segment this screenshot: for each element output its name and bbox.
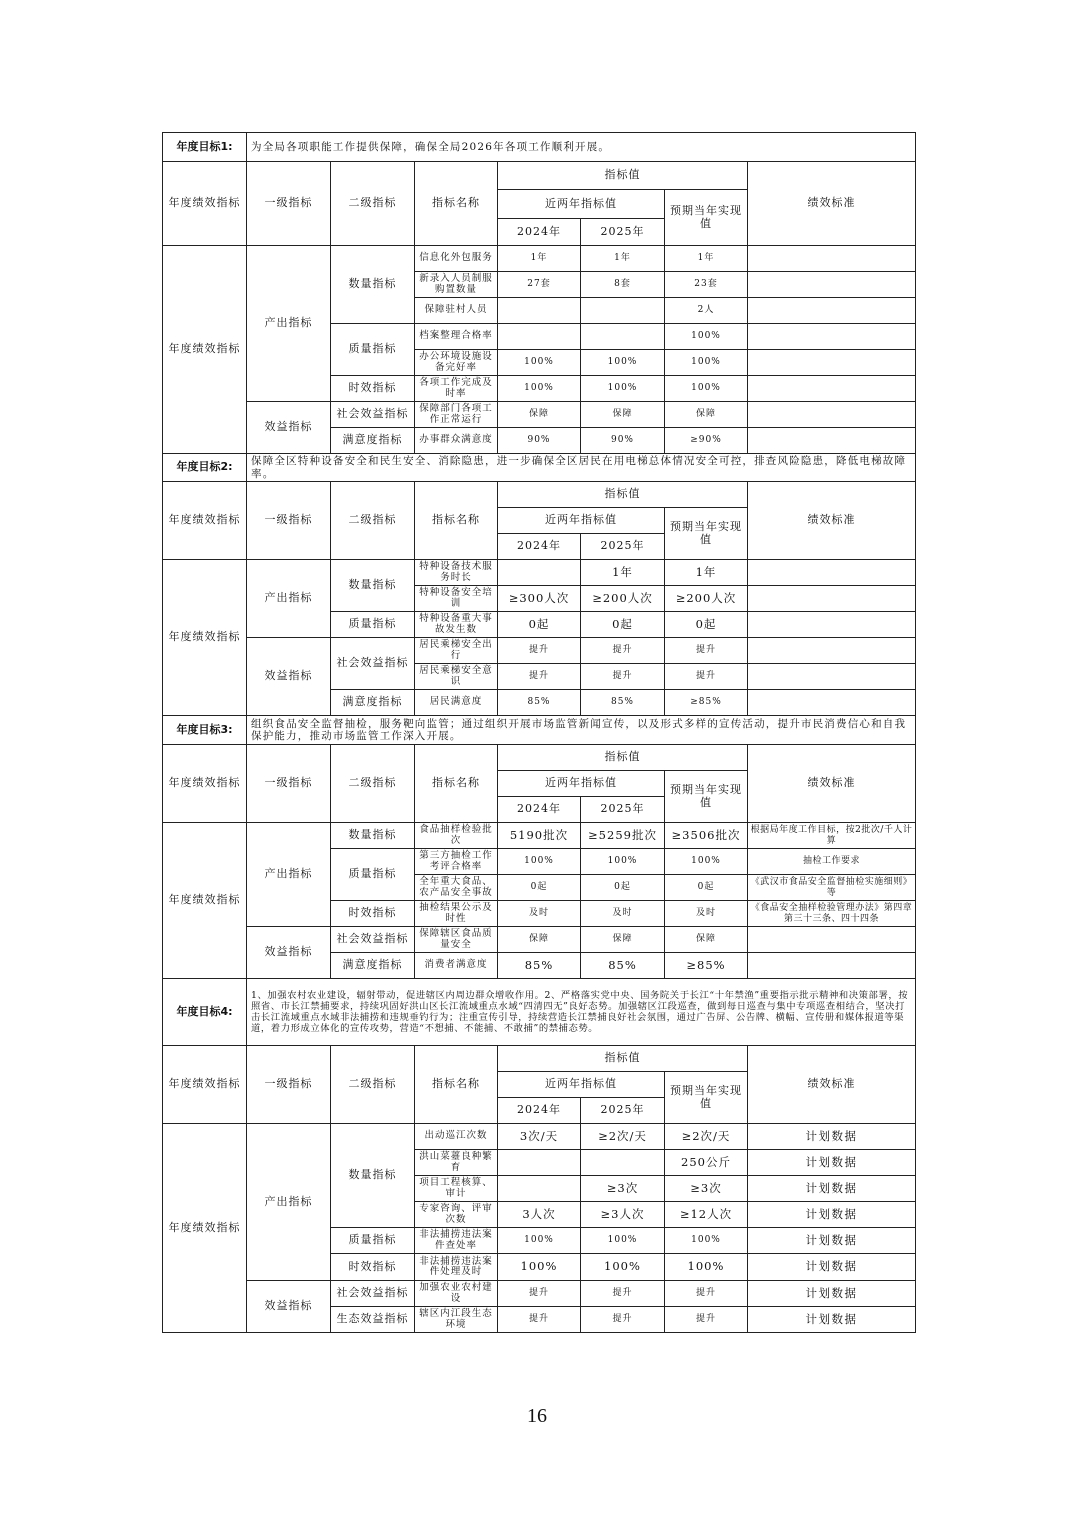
indicator-name: 洪山菜薹良种繁育 [415, 1150, 498, 1176]
header-level1: 一级指标 [247, 1046, 331, 1124]
value-expected: ≥3506批次 [665, 823, 748, 849]
perf-standard: 计划数据 [748, 1150, 916, 1176]
value-expected: 100% [665, 849, 748, 875]
header-level1: 一级指标 [247, 482, 331, 560]
level2-social: 社会效益指标 [331, 1281, 415, 1307]
perf-standard [748, 298, 916, 324]
annual-perf-label: 年度绩效指标 [163, 560, 247, 716]
level2-social: 社会效益指标 [331, 927, 415, 953]
goal-text: 1、加强农村农业建设，辐射带动，促进辖区内周边群众增收作用。2、严格落实党中央、国务院关于长江“十年禁渔”重要指示批示精神和决策部署，按照省、市长江禁捕要求，持续巩固好洪山区长江流域重点水域“四清四无”良好态势。加强辖区江段巡查，做到每日巡查与集中专项巡查相结合，坚决打击长江流域重点水域非法捕捞和违规垂钓行为；注重宣传引导，持续营造长江禁捕良好社会氛围，通过广告屏、公告牌、横幅、宣传册和媒体报道等渠道，着力形成立体化的宣传攻势，营造“不想捕、不能捕、不敢捕”的禁捕态势。 [247, 979, 916, 1046]
header-2024: 2024年 [498, 534, 581, 560]
perf-standard: 抽检工作要求 [748, 849, 916, 875]
value-2024 [498, 298, 581, 324]
perf-standard: 根据局年度工作目标，按2批次/千人计算 [748, 823, 916, 849]
value-expected: ≥2次/天 [665, 1124, 748, 1150]
table-row [163, 1281, 916, 1307]
value-expected: 23套 [665, 272, 748, 298]
value-2025: 及时 [581, 901, 665, 927]
value-2025: 90% [581, 428, 665, 454]
level2-social: 社会效益指标 [331, 402, 415, 428]
level1-output: 产出指标 [247, 823, 331, 927]
header-past-two-years: 近两年指标值 [498, 508, 665, 534]
goal-label: 年度目标4: [163, 979, 247, 1046]
level2-quality: 质量指标 [331, 324, 415, 376]
header-level2: 二级指标 [331, 1046, 415, 1124]
goal-label: 年度目标3: [163, 716, 247, 745]
annual-perf-label: 年度绩效指标 [163, 823, 247, 979]
goal-text: 组织食品安全监督抽检，服务靶向监管；通过组织开展市场监管新闻宣传，以及形式多样的宣传活动，提升市民消费信心和自我保护能力，推动市场监管工作深入开展。 [247, 716, 916, 745]
value-2024 [498, 1150, 581, 1176]
header-2024: 2024年 [498, 219, 581, 246]
level1-output: 产出指标 [247, 1124, 331, 1281]
value-2025: ≥200人次 [581, 586, 665, 612]
value-2024: 27套 [498, 272, 581, 298]
level2-quantity: 数量指标 [331, 560, 415, 612]
perf-standard: 计划数据 [748, 1254, 916, 1281]
level2-satisfaction: 满意度指标 [331, 953, 415, 979]
indicator-name: 居民满意度 [415, 690, 498, 716]
indicator-name: 食品抽样检验批次 [415, 823, 498, 849]
level2-quantity: 数量指标 [331, 246, 415, 324]
perf-standard [748, 324, 916, 350]
header-level1: 一级指标 [247, 745, 331, 823]
level1-benefit: 效益指标 [247, 1281, 331, 1333]
value-2024: 提升 [498, 638, 581, 664]
value-2024: 及时 [498, 901, 581, 927]
header-standard: 绩效标准 [748, 1046, 916, 1124]
value-expected: 1年 [665, 560, 748, 586]
header-expected: 预期当年实现值 [665, 190, 748, 246]
header-2025: 2025年 [581, 1098, 665, 1124]
header-2025: 2025年 [581, 219, 665, 246]
annual-perf-label: 年度绩效指标 [163, 1124, 247, 1333]
value-expected: 提升 [665, 664, 748, 690]
indicator-name: 保障驻村人员 [415, 298, 498, 324]
perf-standard: 计划数据 [748, 1281, 916, 1307]
perf-standard [748, 586, 916, 612]
value-2024: 0起 [498, 612, 581, 638]
table-row [163, 560, 916, 586]
value-expected: ≥3次 [665, 1176, 748, 1202]
value-2024: 提升 [498, 1281, 581, 1307]
annual-perf-label: 年度绩效指标 [163, 482, 247, 560]
value-2025: 1年 [581, 560, 665, 586]
performance-indicator-table [162, 132, 916, 1333]
page-number: 16 [527, 1405, 547, 1427]
indicator-name: 辖区内江段生态环境 [415, 1307, 498, 1333]
table-row [163, 246, 916, 272]
value-2025: ≥3次 [581, 1176, 665, 1202]
value-2024: 85% [498, 953, 581, 979]
perf-standard: 计划数据 [748, 1228, 916, 1254]
header-past-two-years: 近两年指标值 [498, 771, 665, 797]
goal-row [163, 716, 916, 745]
level1-benefit: 效益指标 [247, 638, 331, 716]
header-name: 指标名称 [415, 162, 498, 246]
perf-standard [748, 690, 916, 716]
perf-standard [748, 612, 916, 638]
indicator-name: 项目工程核算、审计 [415, 1176, 498, 1202]
perf-standard [748, 428, 916, 454]
perf-standard: 《武汉市食品安全监督抽检实施细则》等 [748, 875, 916, 901]
value-expected: 100% [665, 1228, 748, 1254]
header-past-two-years: 近两年指标值 [498, 1072, 665, 1098]
value-2024: 100% [498, 376, 581, 402]
header-past-two-years: 近两年指标值 [498, 190, 665, 219]
header-indicator-value: 指标值 [498, 1046, 748, 1072]
perf-standard [748, 638, 916, 664]
level1-benefit: 效益指标 [247, 402, 331, 454]
level1-output: 产出指标 [247, 246, 331, 402]
perf-standard [748, 953, 916, 979]
value-2024: 保障 [498, 402, 581, 428]
value-2024: 3人次 [498, 1202, 581, 1228]
value-expected: ≥85% [665, 690, 748, 716]
value-2024: ≥300人次 [498, 586, 581, 612]
goal-label: 年度目标2: [163, 454, 247, 482]
perf-standard: 《食品安全抽样检验管理办法》第四章第三十三条、四十四条 [748, 901, 916, 927]
value-2024: 90% [498, 428, 581, 454]
value-2024 [498, 324, 581, 350]
table-row [163, 402, 916, 428]
value-2025: ≥2次/天 [581, 1124, 665, 1150]
indicator-name: 特种设备技术服务时长 [415, 560, 498, 586]
value-2025: 提升 [581, 664, 665, 690]
header-level1: 一级指标 [247, 162, 331, 246]
indicator-name: 加强农业农村建设 [415, 1281, 498, 1307]
value-expected: 0起 [665, 875, 748, 901]
indicator-name: 全年重大食品、农产品安全事故 [415, 875, 498, 901]
value-2025: 保障 [581, 927, 665, 953]
header-indicator-value: 指标值 [498, 482, 748, 508]
value-2024: 100% [498, 849, 581, 875]
value-2025: 0起 [581, 612, 665, 638]
value-expected: 100% [665, 376, 748, 402]
header-2024: 2024年 [498, 797, 581, 823]
table-row [163, 927, 916, 953]
goal-row [163, 133, 916, 162]
indicator-name: 办公环境设施设备完好率 [415, 350, 498, 376]
goal-text: 保障全区特种设备安全和民生安全、消除隐患，进一步确保全区居民在用电梯总体情况安全可控，排查风险隐患，降低电梯故障率。 [247, 454, 916, 482]
value-2025: 8套 [581, 272, 665, 298]
level2-quality: 质量指标 [331, 1228, 415, 1254]
level2-quality: 质量指标 [331, 849, 415, 901]
value-2025 [581, 324, 665, 350]
value-expected: 100% [665, 324, 748, 350]
value-expected: ≥90% [665, 428, 748, 454]
value-2025: 100% [581, 1254, 665, 1281]
value-expected: 提升 [665, 1307, 748, 1333]
indicator-name: 出动巡江次数 [415, 1124, 498, 1150]
table-row [163, 823, 916, 849]
indicator-name: 非法捕捞违法案件查处率 [415, 1228, 498, 1254]
indicator-name: 办事群众满意度 [415, 428, 498, 454]
value-expected: ≥12人次 [665, 1202, 748, 1228]
value-2024: 100% [498, 350, 581, 376]
value-expected: 100% [665, 350, 748, 376]
header-standard: 绩效标准 [748, 745, 916, 823]
indicator-name: 消费者满意度 [415, 953, 498, 979]
perf-standard [748, 246, 916, 272]
value-expected: 250公斤 [665, 1150, 748, 1176]
indicator-name: 新录入人员制服购置数量 [415, 272, 498, 298]
header-indicator-value: 指标值 [498, 745, 748, 771]
goal-row [163, 979, 916, 1046]
value-2025: 100% [581, 376, 665, 402]
value-2024: 保障 [498, 927, 581, 953]
value-2025: ≥3人次 [581, 1202, 665, 1228]
indicator-name: 各项工作完成及时率 [415, 376, 498, 402]
indicator-name: 特种设备安全培训 [415, 586, 498, 612]
indicator-name: 非法捕捞违法案件处理及时 [415, 1254, 498, 1281]
indicator-name: 专家咨询、评审次数 [415, 1202, 498, 1228]
goal-label: 年度目标1: [163, 133, 247, 162]
value-expected: 保障 [665, 927, 748, 953]
value-2025: 100% [581, 1228, 665, 1254]
header-indicator-value: 指标值 [498, 162, 748, 190]
level2-satisfaction: 满意度指标 [331, 428, 415, 454]
header-level2: 二级指标 [331, 482, 415, 560]
table-row [163, 1124, 916, 1150]
value-2025: 100% [581, 350, 665, 376]
value-2024: 提升 [498, 664, 581, 690]
value-2024: 提升 [498, 1307, 581, 1333]
indicator-name: 特种设备重大事故发生数 [415, 612, 498, 638]
header-level2: 二级指标 [331, 745, 415, 823]
perf-standard [748, 560, 916, 586]
value-2024: 5190批次 [498, 823, 581, 849]
value-2025: 85% [581, 953, 665, 979]
value-2024: 0起 [498, 875, 581, 901]
header-2025: 2025年 [581, 797, 665, 823]
perf-standard [748, 664, 916, 690]
annual-perf-label: 年度绩效指标 [163, 246, 247, 454]
perf-standard [748, 402, 916, 428]
value-2025: 提升 [581, 1307, 665, 1333]
indicator-name: 第三方抽检工作考评合格率 [415, 849, 498, 875]
level2-timeliness: 时效指标 [331, 1254, 415, 1281]
value-expected: 保障 [665, 402, 748, 428]
indicator-name: 保障辖区食品质量安全 [415, 927, 498, 953]
value-2025 [581, 1150, 665, 1176]
level2-timeliness: 时效指标 [331, 376, 415, 402]
value-2025: 85% [581, 690, 665, 716]
value-2025: 提升 [581, 1281, 665, 1307]
perf-standard: 计划数据 [748, 1307, 916, 1333]
header-standard: 绩效标准 [748, 482, 916, 560]
table-row [163, 638, 916, 664]
perf-standard: 计划数据 [748, 1176, 916, 1202]
level2-social: 社会效益指标 [331, 638, 415, 690]
perf-standard: 计划数据 [748, 1124, 916, 1150]
perf-standard: 计划数据 [748, 1202, 916, 1228]
value-expected: 100% [665, 1254, 748, 1281]
header-standard: 绩效标准 [748, 162, 916, 246]
level2-ecological: 生态效益指标 [331, 1307, 415, 1333]
level2-quantity: 数量指标 [331, 823, 415, 849]
header-expected: 预期当年实现值 [665, 1072, 748, 1124]
level2-timeliness: 时效指标 [331, 901, 415, 927]
indicator-name: 保障部门各项工作正常运行 [415, 402, 498, 428]
indicator-name: 档案整理合格率 [415, 324, 498, 350]
level1-output: 产出指标 [247, 560, 331, 638]
value-expected: 及时 [665, 901, 748, 927]
goal-text: 为全局各项职能工作提供保障，确保全局2026年各项工作顺利开展。 [247, 133, 916, 162]
header-2025: 2025年 [581, 534, 665, 560]
value-2024: 100% [498, 1228, 581, 1254]
annual-perf-label: 年度绩效指标 [163, 1046, 247, 1124]
value-expected: 2人 [665, 298, 748, 324]
indicator-name: 信息化外包服务 [415, 246, 498, 272]
value-2024: 1年 [498, 246, 581, 272]
header-2024: 2024年 [498, 1098, 581, 1124]
value-2025: 0起 [581, 875, 665, 901]
value-2025: 1年 [581, 246, 665, 272]
perf-standard [748, 272, 916, 298]
annual-perf-label: 年度绩效指标 [163, 162, 247, 246]
value-2025: 100% [581, 849, 665, 875]
perf-standard [748, 927, 916, 953]
annual-perf-label: 年度绩效指标 [163, 745, 247, 823]
header-name: 指标名称 [415, 1046, 498, 1124]
header-expected: 预期当年实现值 [665, 508, 748, 560]
value-2024 [498, 1176, 581, 1202]
value-expected: ≥200人次 [665, 586, 748, 612]
level2-satisfaction: 满意度指标 [331, 690, 415, 716]
header-expected: 预期当年实现值 [665, 771, 748, 823]
indicator-name: 抽检结果公示及时性 [415, 901, 498, 927]
level2-quality: 质量指标 [331, 612, 415, 638]
value-expected: ≥85% [665, 953, 748, 979]
value-2025 [581, 298, 665, 324]
value-2024 [498, 560, 581, 586]
header-name: 指标名称 [415, 745, 498, 823]
value-2025: 保障 [581, 402, 665, 428]
value-2025: ≥5259批次 [581, 823, 665, 849]
level2-quantity: 数量指标 [331, 1124, 415, 1228]
header-level2: 二级指标 [331, 162, 415, 246]
level1-benefit: 效益指标 [247, 927, 331, 979]
value-2025: 提升 [581, 638, 665, 664]
value-2024: 85% [498, 690, 581, 716]
value-2024: 3次/天 [498, 1124, 581, 1150]
value-expected: 0起 [665, 612, 748, 638]
indicator-name: 居民乘梯安全出行 [415, 638, 498, 664]
perf-standard [748, 350, 916, 376]
value-expected: 提升 [665, 1281, 748, 1307]
indicator-name: 居民乘梯安全意识 [415, 664, 498, 690]
goal-row [163, 454, 916, 482]
header-name: 指标名称 [415, 482, 498, 560]
value-2024: 100% [498, 1254, 581, 1281]
value-expected: 1年 [665, 246, 748, 272]
value-expected: 提升 [665, 638, 748, 664]
perf-standard [748, 376, 916, 402]
